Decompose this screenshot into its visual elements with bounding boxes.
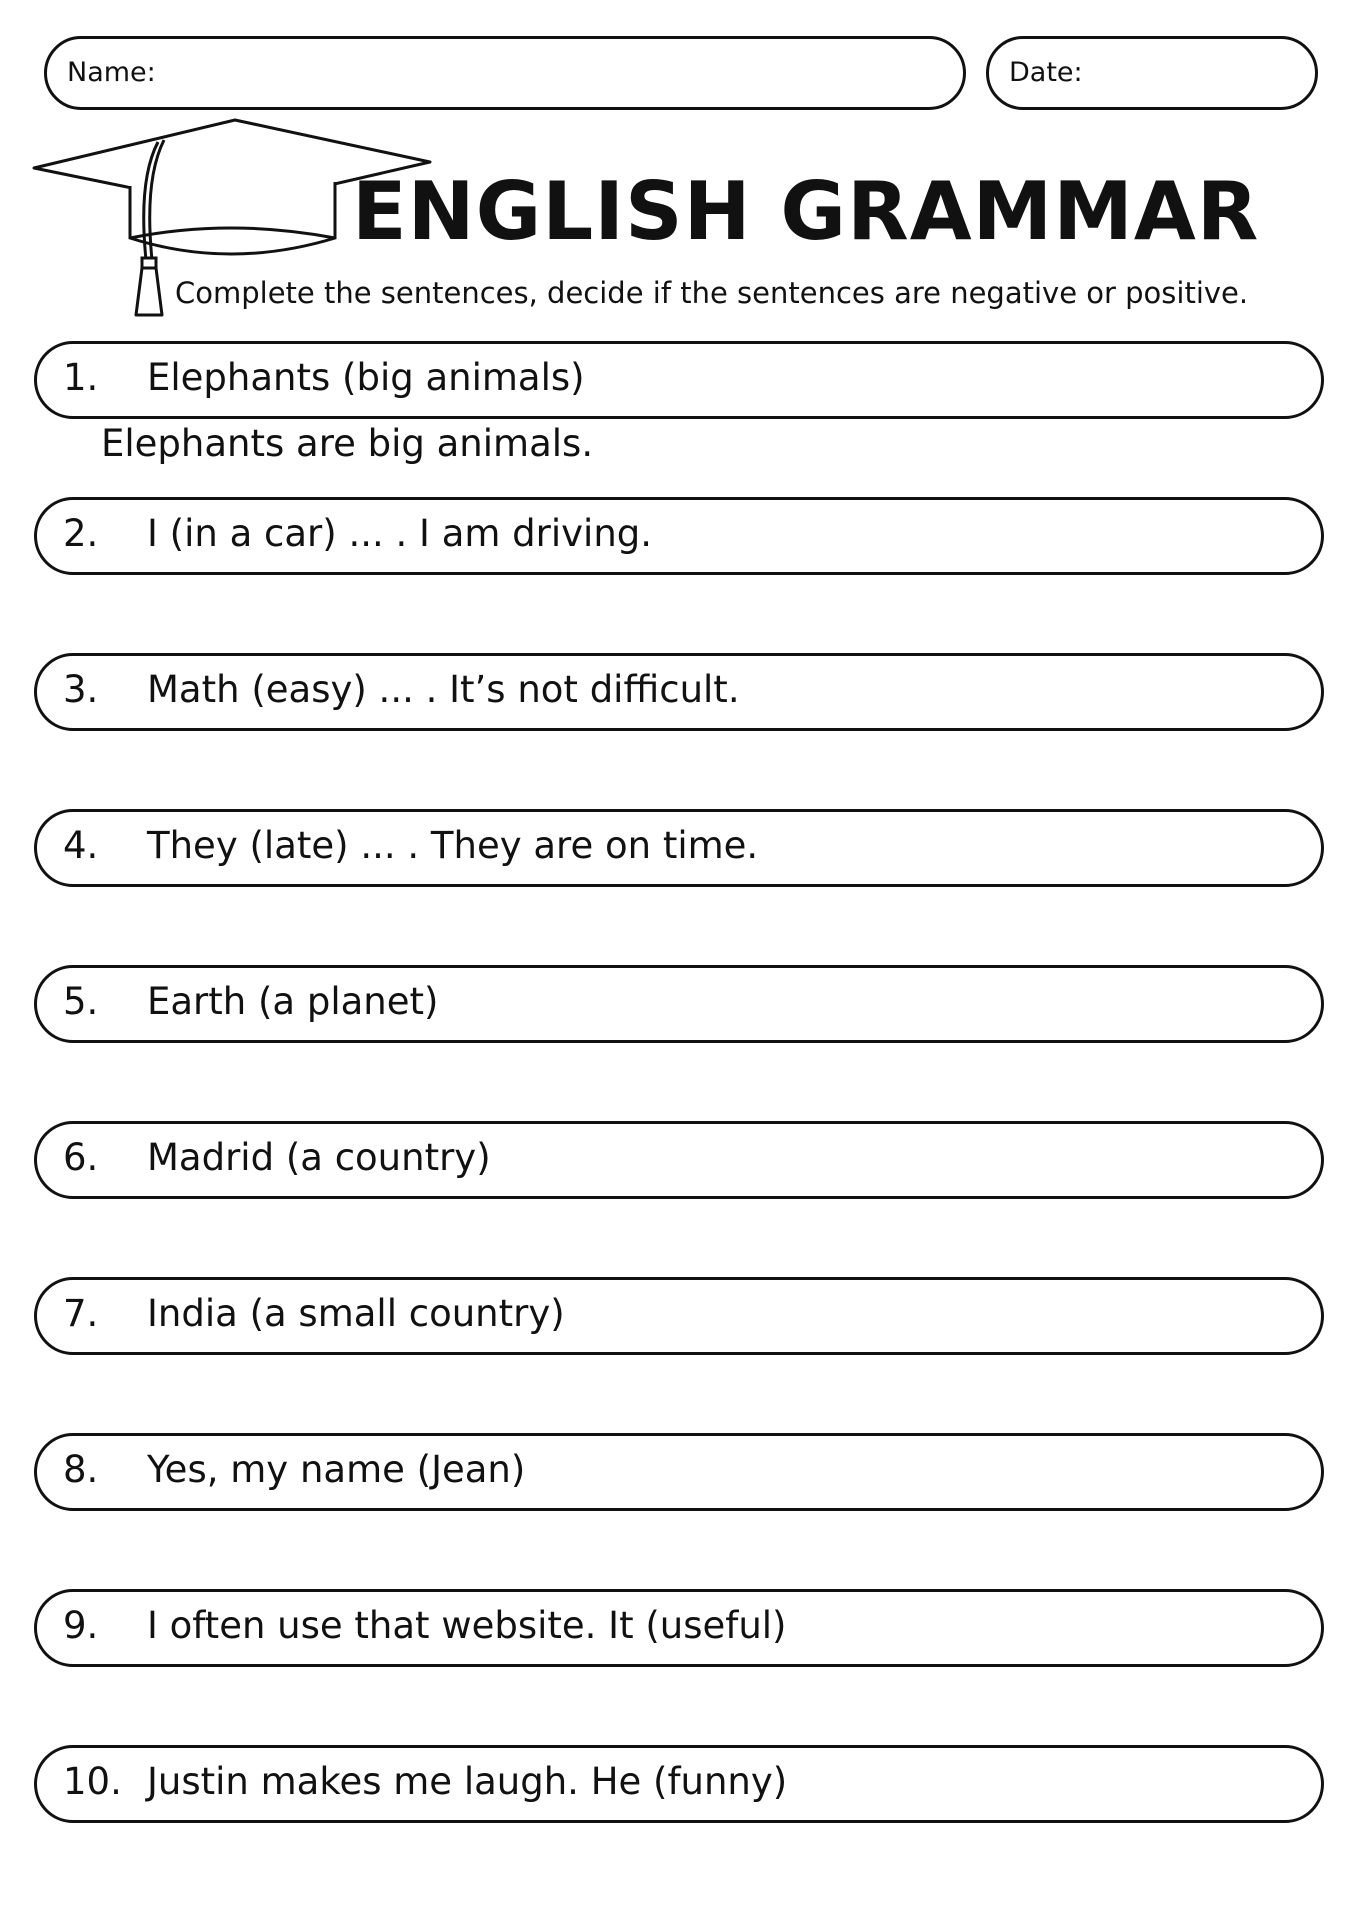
question-text: Justin makes me laugh. He (funny) [147, 1760, 788, 1803]
question-text: Yes, my name (Jean) [147, 1448, 526, 1491]
question-text: They (late) ... . They are on time. [147, 824, 759, 867]
name-label: Name: [67, 57, 156, 88]
question-number: 10. [63, 1760, 122, 1803]
question-text: Math (easy) ... . It’s not difficult. [147, 668, 740, 711]
question-number: 2. [63, 512, 99, 555]
question-number: 8. [63, 1448, 99, 1491]
example-answer: Elephants are big animals. [101, 422, 594, 465]
question-text: India (a small country) [147, 1292, 565, 1335]
question-7[interactable] [34, 1277, 1324, 1355]
question-2[interactable] [34, 497, 1324, 575]
question-9[interactable] [34, 1589, 1324, 1667]
question-3[interactable] [34, 653, 1324, 731]
question-10[interactable] [34, 1745, 1324, 1823]
instructions: Complete the sentences, decide if the sentences are negative or positive. [175, 276, 1249, 310]
question-text: I often use that website. It (useful) [147, 1604, 787, 1647]
question-number: 3. [63, 668, 99, 711]
question-number: 4. [63, 824, 99, 867]
date-field[interactable] [986, 36, 1318, 110]
question-number: 7. [63, 1292, 99, 1335]
question-number: 6. [63, 1136, 99, 1179]
question-number: 9. [63, 1604, 99, 1647]
question-text: Earth (a planet) [147, 980, 439, 1023]
question-text: Elephants (big animals) [147, 356, 585, 399]
question-text: I (in a car) ... . I am driving. [147, 512, 653, 555]
question-text: Madrid (a country) [147, 1136, 491, 1179]
name-field[interactable] [44, 36, 966, 110]
question-number: 5. [63, 980, 99, 1023]
date-label: Date: [1009, 57, 1083, 88]
question-8[interactable] [34, 1433, 1324, 1511]
question-5[interactable] [34, 965, 1324, 1043]
question-number: 1. [63, 356, 99, 399]
page-title: ENGLISH GRAMMAR [352, 165, 1260, 258]
question-6[interactable] [34, 1121, 1324, 1199]
question-4[interactable] [34, 809, 1324, 887]
question-1[interactable] [34, 341, 1324, 419]
